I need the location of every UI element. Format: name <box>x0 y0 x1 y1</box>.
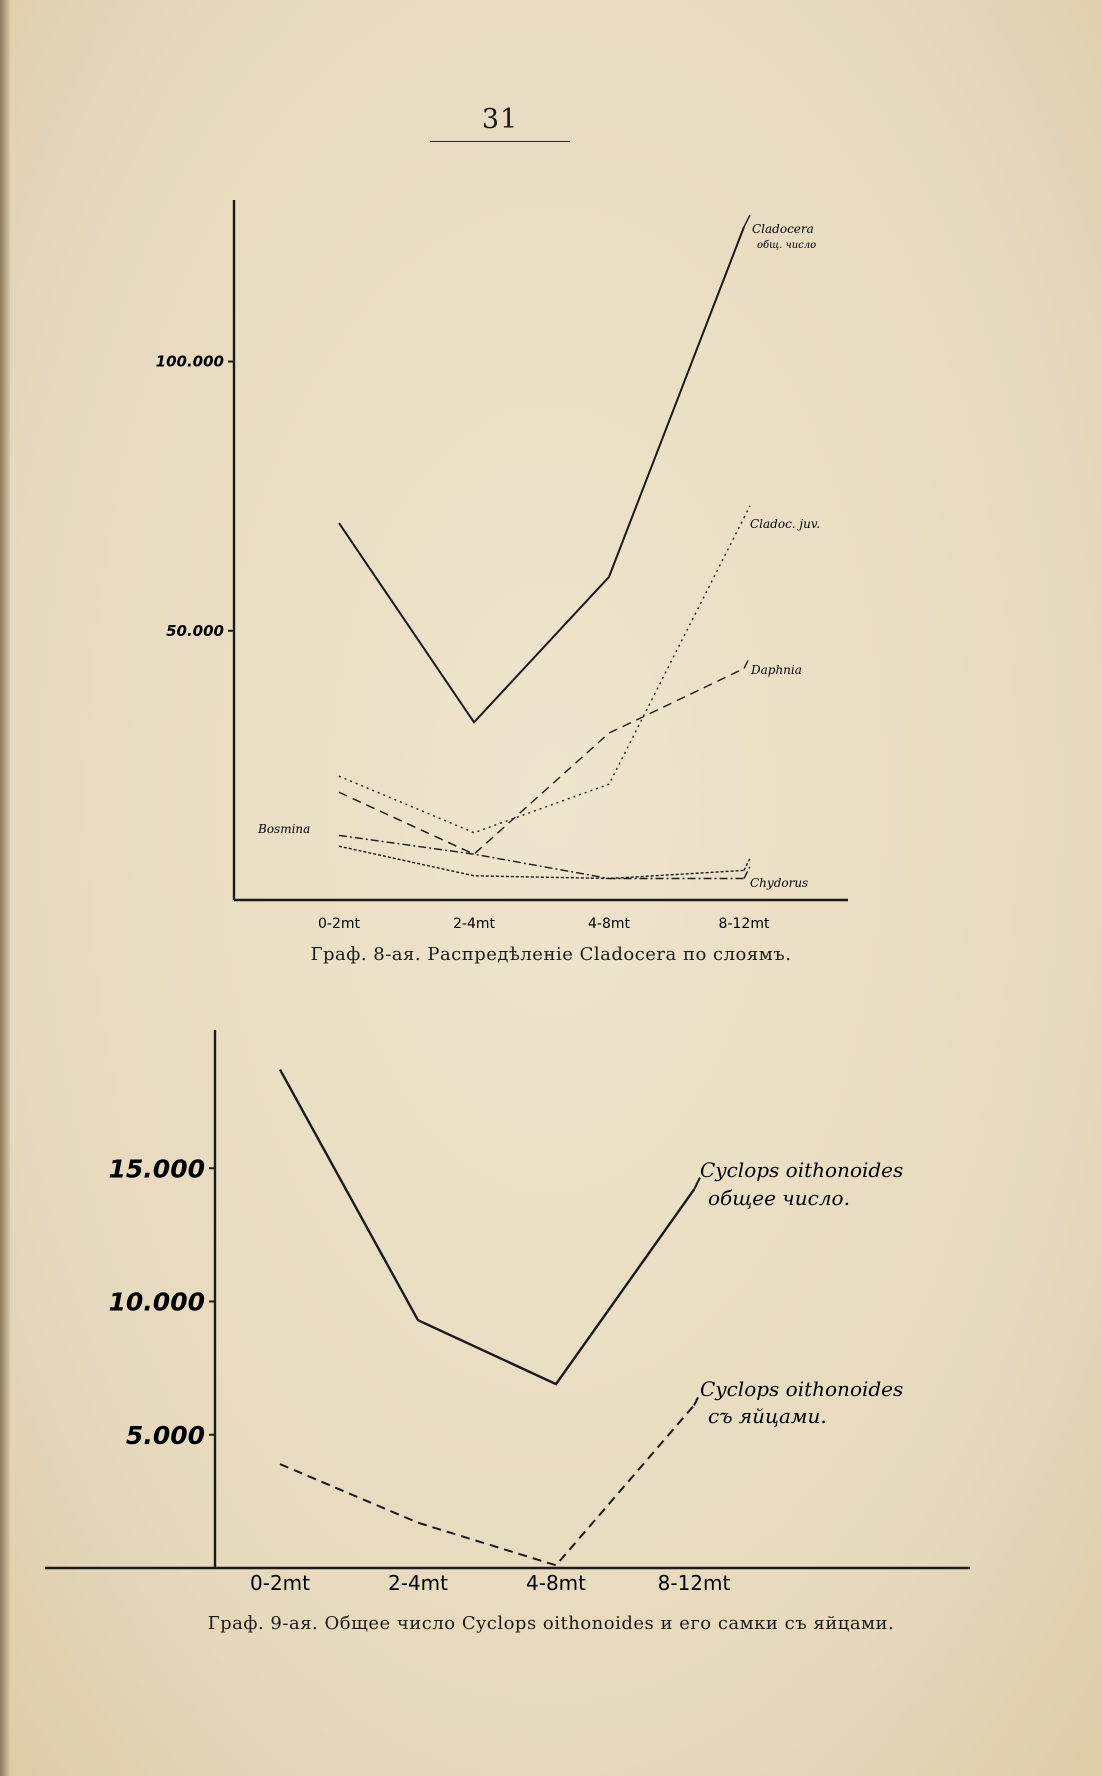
x-tick-labels <box>250 1571 731 1595</box>
x-tick-label: 4-8mt <box>588 916 630 930</box>
series-lines <box>280 1070 700 1566</box>
series-leader-cladocera <box>744 215 750 227</box>
y-ticks <box>156 353 234 640</box>
series-line-cyclops-oithonoides <box>280 1070 694 1385</box>
page-number: 31 <box>481 104 519 135</box>
chart-graph-9 <box>0 1015 1102 1605</box>
x-tick-label: 8-12mt <box>718 916 770 930</box>
series-label-cyclops-total: Cyclops oithonoides <box>700 1158 904 1182</box>
series-label-cladocera-sub: общ. число <box>757 240 817 251</box>
axes <box>234 200 848 900</box>
series-label-bosmina: Bosmina <box>258 822 311 836</box>
series-labels <box>700 1158 903 1428</box>
caption-graph-8: Граф. 8-ая. Распредѣленіе Cladocera по слоямъ. <box>310 944 792 965</box>
y-ticks <box>109 1154 215 1450</box>
series-lines <box>339 215 750 879</box>
x-tick-label: 2-4mt <box>453 916 495 930</box>
series-line-cladoc-juv <box>339 518 744 833</box>
series-leader-cladoc-juv <box>744 506 750 518</box>
page-number-rule <box>430 141 570 142</box>
series-line-cyclops-oithonoides <box>280 1405 694 1565</box>
y-tick-label: 100.000 <box>155 352 224 371</box>
caption-graph-9: Граф. 9-ая. Общее число Cyclops oithonoides и его самки съ яйцами. <box>207 1613 895 1634</box>
y-tick-label: 15.000 <box>108 1154 205 1184</box>
y-tick-label: 10.000 <box>108 1287 205 1317</box>
x-tick-label: 0-2mt <box>318 916 360 930</box>
series-line-bosmina <box>339 835 744 878</box>
y-tick-label: 50.000 <box>166 621 224 640</box>
series-line-daphnia <box>339 669 744 855</box>
series-line-cladocera <box>339 227 744 722</box>
y-tick-label: 5.000 <box>125 1420 205 1450</box>
series-label-daphnia: Daphnia <box>751 663 802 677</box>
series-label-cladoc-juv: Cladoc. juv. <box>750 517 821 531</box>
series-label-chydorus: Chydorus <box>750 876 809 890</box>
series-labels <box>257 222 820 890</box>
x-tick-label: 4-8mt <box>526 1571 586 1595</box>
series-label-cyclops-total-sub: общее число. <box>708 1186 850 1210</box>
series-leader-daphnia <box>744 656 750 668</box>
x-tick-label: 0-2mt <box>250 1571 310 1595</box>
x-tick-label: 2-4mt <box>388 1571 448 1595</box>
series-label-cyclops-eggs: Cyclops oithonoides <box>700 1377 904 1401</box>
x-tick-label: 8-12mt <box>657 1571 731 1595</box>
series-label-cladocera: Cladocera <box>752 222 814 236</box>
series-label-cyclops-eggs-sub: съ яйцами. <box>708 1404 827 1428</box>
chart-graph-8 <box>0 190 1102 930</box>
series-line-chydorus <box>339 846 744 878</box>
x-tick-labels <box>318 916 770 930</box>
